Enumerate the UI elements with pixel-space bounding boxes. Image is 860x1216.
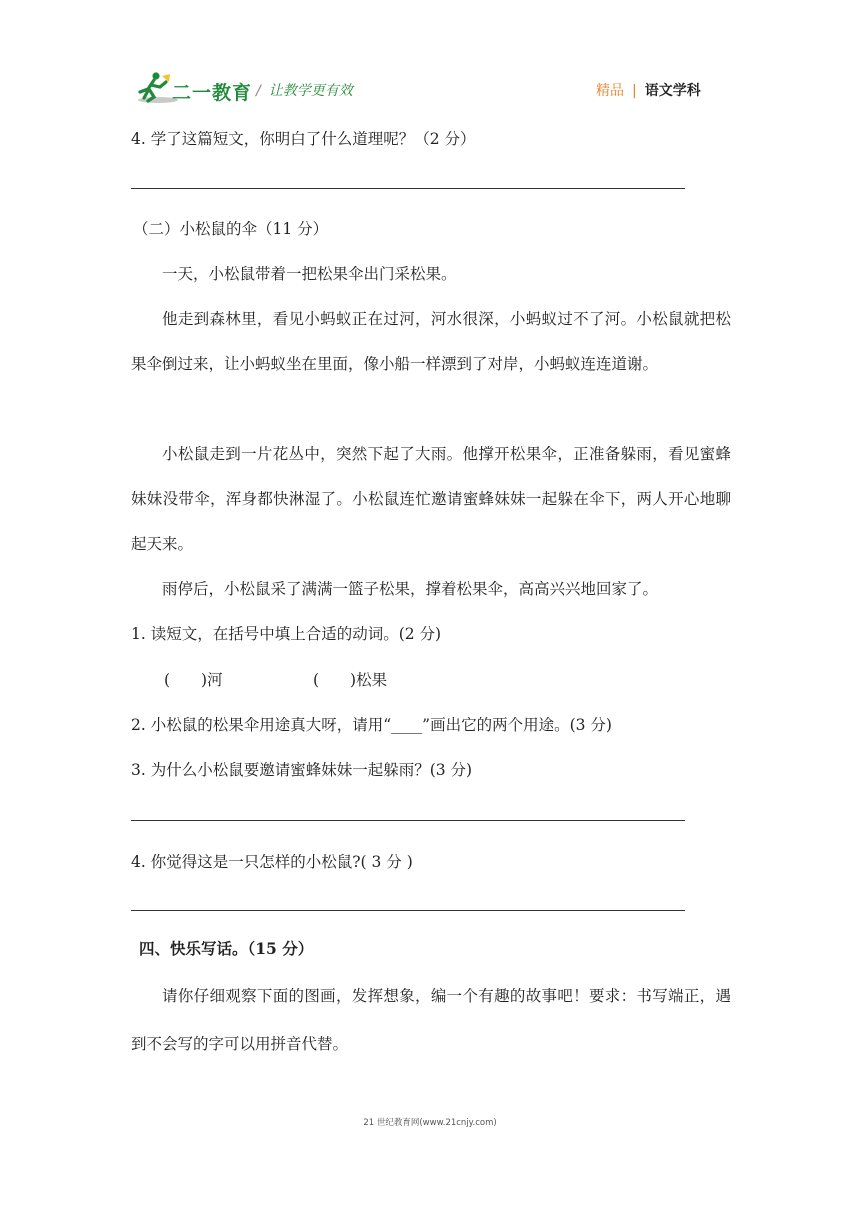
page-footer: 21 世纪教育网(www.21cnjy.com) [363, 1118, 497, 1128]
question-1-blank-1: ( )河 [164, 671, 223, 689]
question-4: 4. 你觉得这是一只怎样的小松鼠?( 3 分 ) [131, 853, 413, 871]
question-3: 3. 为什么小松鼠要邀请蜜蜂妹妹一起躲雨？(3 分) [131, 761, 473, 779]
question-1-blank-2: ( )松果 [313, 671, 388, 689]
underline-mark: ____ [391, 716, 423, 734]
story-paragraph-3: 小松鼠走到一片花丛中，突然下起了大雨。他撑开松果伞，正准备躲雨，看见蜜蜂妹妹没带伞，浑身都快淋湿了。小松鼠连忙邀请蜜蜂妹妹一起躲在伞下，两人开心地聊起天来。 [131, 445, 731, 553]
question-1: 1. 读短文，在括号中填上合适的动词。(2 分) [131, 625, 442, 643]
logo-text: 二一教育 [172, 82, 253, 104]
story-paragraph-4: 雨停后，小松鼠采了满满一篮子松果，撑着松果伞，高高兴兴地回家了。 [162, 580, 659, 598]
answer-line [131, 820, 685, 821]
header-slogan: / 让教学更有效 [256, 83, 353, 99]
question-2: 2. 小松鼠的松果伞用途真大呀，请用“____”画出它的两个用途。(3 分) [131, 716, 612, 734]
answer-line [131, 910, 685, 911]
prev-question-4: 4. 学了这篇短文，你明白了什么道理呢？（2 分） [131, 130, 476, 148]
header-brand: 精品 | 语文学科 [596, 83, 701, 99]
answer-line [131, 188, 685, 189]
page-header [0, 0, 860, 110]
section-4-title: 四、快乐写话。（15 分） [139, 939, 314, 958]
story-paragraph-2: 他走到森林里，看见小蚂蚁正在过河，河水很深，小蚂蚁过不了河。小松鼠就把松果伞倒过来，让小蚂蚁坐在里面，像小船一样漂到了对岸，小蚂蚁连连道谢。 [131, 310, 731, 373]
writing-instructions: 请你仔细观察下面的图画，发挥想象，编一个有趣的故事吧！要求：书写端正，遇到不会写的字可以用拼音代替。 [131, 987, 731, 1053]
story-paragraph-1: 一天，小松鼠带着一把松果伞出门采松果。 [162, 265, 457, 283]
section-title: （二）小松鼠的伞（11 分） [133, 220, 329, 238]
